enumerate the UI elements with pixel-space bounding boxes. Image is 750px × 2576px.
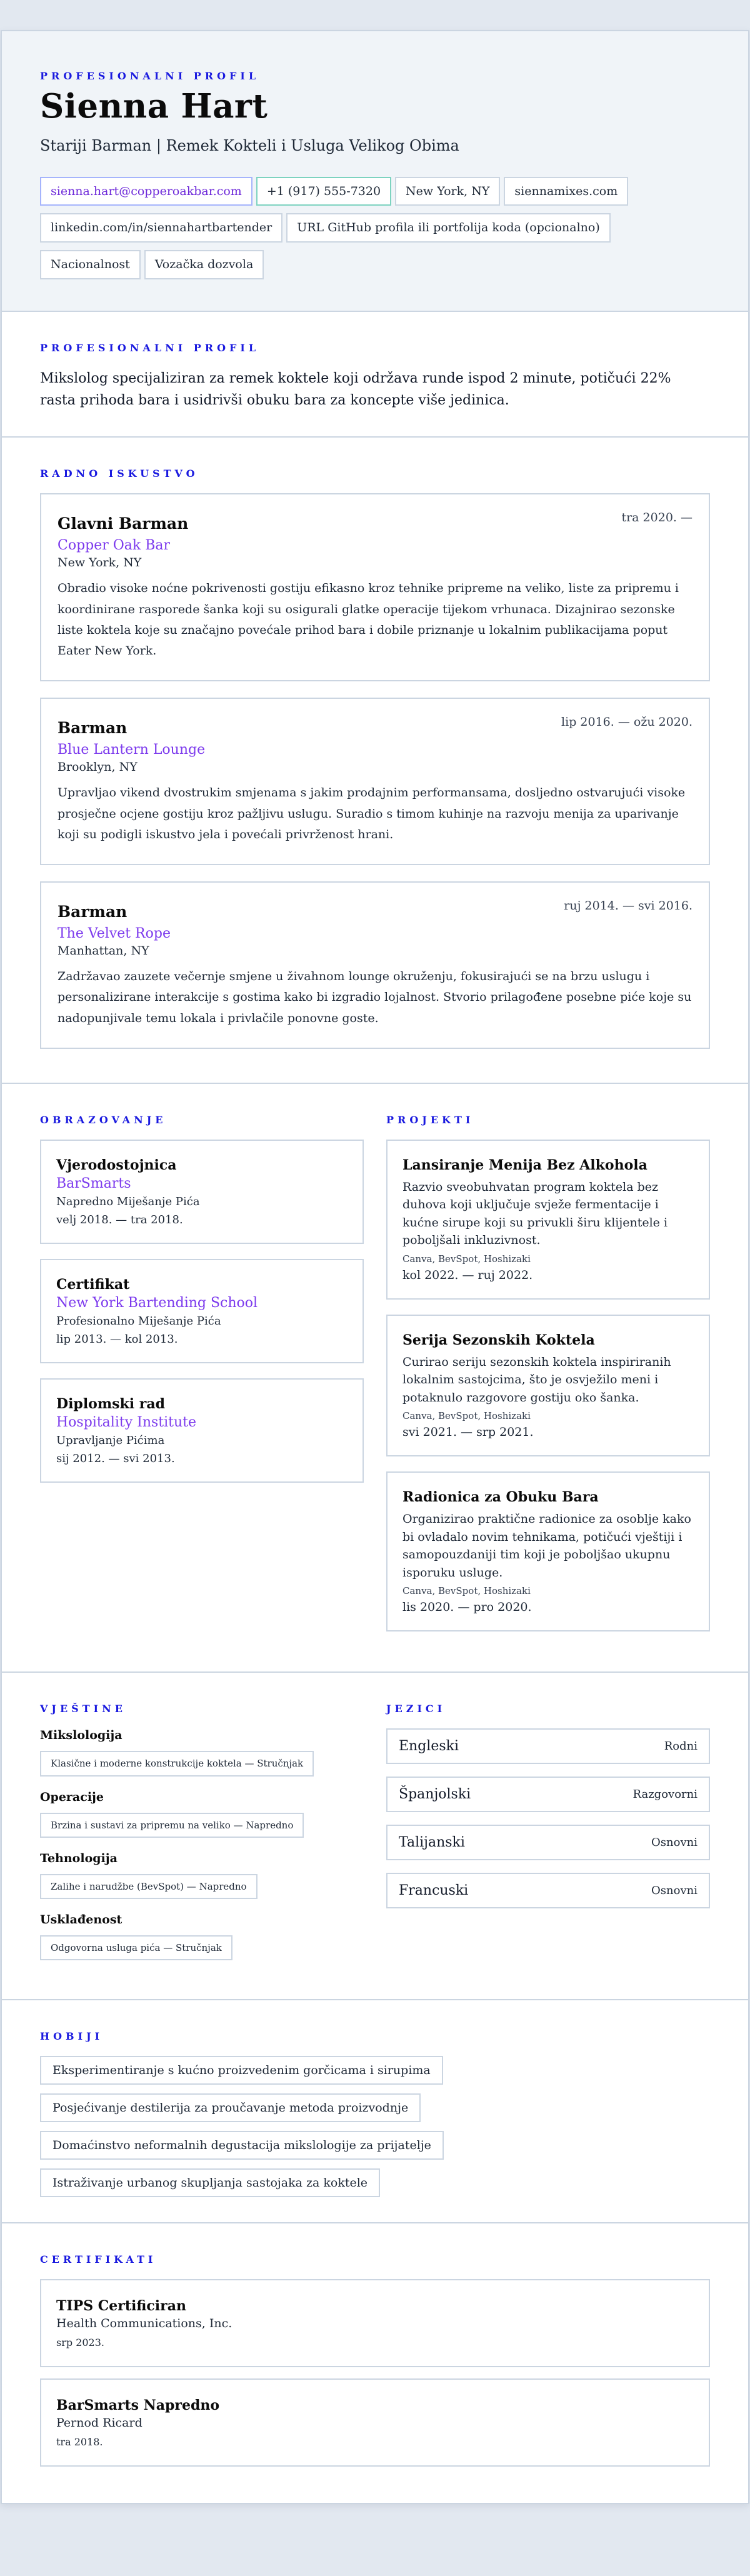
education-entry <box>40 1140 364 1244</box>
skill-chip: Klasične i moderne konstrukcije koktela — Stručnjak <box>40 1751 314 1776</box>
job-role: Barman <box>58 903 128 921</box>
skill-group <box>40 1913 364 1960</box>
language-level: Razgovorni <box>632 1788 698 1802</box>
job-company: Copper Oak Bar <box>58 538 171 554</box>
education-school: BarSmarts <box>56 1175 131 1191</box>
experience-section <box>2 438 748 1084</box>
project-name: Radionica za Obuku Bara <box>402 1489 599 1506</box>
certificates-section <box>2 2223 748 2503</box>
skill-category: Tehnologija <box>40 1851 118 1865</box>
education-degree: Diplomski rad <box>56 1395 166 1412</box>
candidate-headline: Stariji Barman | Remek Kokteli i Usluga Velikog Obima <box>40 136 459 154</box>
license-chip: Vozačka dozvola <box>144 250 264 279</box>
education-entry <box>40 1378 364 1483</box>
certificates-title: CERTIFIKATI <box>40 2253 157 2266</box>
project-description: Curirao seriju sezonskih koktela inspiriranih lokalnim sastojcima, što je osvježilo meni i potaknulo razgovore gostiju oko šanka. <box>402 1355 671 1405</box>
skills-title: VJEŠTINE <box>40 1703 126 1715</box>
job-entry <box>40 698 710 865</box>
language-name: Engleski <box>399 1738 459 1755</box>
certificate-issuer: Pernod Ricard <box>56 2416 142 2430</box>
website-chip[interactable]: siennamixes.com <box>504 177 628 206</box>
project-tools: Canva, BevSpot, Hoshizaki <box>402 1585 531 1597</box>
hobbies-title: HOBIJI <box>40 2030 104 2043</box>
job-location: Brooklyn, NY <box>58 760 138 774</box>
education-entry <box>40 1259 364 1363</box>
skills-languages-section <box>2 1673 748 2000</box>
job-location: Manhattan, NY <box>58 944 149 958</box>
projects-column <box>386 1114 710 1647</box>
skill-chip: Brzina i sustavi za pripremu na veliko — Napredno <box>40 1813 304 1838</box>
job-dates: tra 2020. — <box>621 511 692 525</box>
linkedin-chip[interactable]: linkedin.com/in/siennahartbartender <box>40 213 282 243</box>
project-entry <box>386 1471 710 1631</box>
language-name: Talijanski <box>399 1835 465 1851</box>
education-dates: lip 2013. — kol 2013. <box>56 1332 178 1346</box>
project-dates: svi 2021. — srp 2021. <box>402 1425 534 1440</box>
certificate-date: tra 2018. <box>56 2436 103 2448</box>
education-field: Upravljanje Pićima <box>56 1433 165 1447</box>
hobby-chip: Posjećivanje destilerija za proučavanje metoda proizvodnje <box>40 2093 421 2122</box>
skill-category: Operacije <box>40 1790 104 1804</box>
location-chip: New York, NY <box>395 177 500 206</box>
profile-section <box>2 312 748 438</box>
education-dates: sij 2012. — svi 2013. <box>56 1451 175 1465</box>
job-description: Obradio visoke noćne pokrivenosti gostiju efikasno kroz tehnike pripreme na veliko, liste za pripremu i koordinirane rasporede šanka koji su osigurali glatke operacije tijekom vrhunaca. Dizajnirao sezonske liste koktela koje su značajno povećale prihod bara i dobile priznanje u lokalnim publikacijama poput Eater New York. <box>58 581 679 658</box>
project-dates: kol 2022. — ruj 2022. <box>402 1268 533 1282</box>
job-entry <box>40 493 710 681</box>
project-entry <box>386 1140 710 1300</box>
hobby-chip: Istraživanje urbanog skupljanja sastojaka za koktele <box>40 2168 380 2197</box>
job-role: Barman <box>58 719 128 738</box>
job-dates: ruj 2014. — svi 2016. <box>564 899 692 913</box>
education-dates: velj 2018. — tra 2018. <box>56 1213 183 1226</box>
skill-group <box>40 1852 364 1899</box>
education-degree: Vjerodostojnica <box>56 1156 177 1173</box>
certificate-name: TIPS Certificiran <box>56 2298 186 2315</box>
profile-summary: Mikslolog specijaliziran za remek koktele koji održava runde ispod 2 minute, potičući 22% rasta prihoda bara i usidrivši obuku bara za koncepte više jedinica. <box>40 371 671 409</box>
education-school: Hospitality Institute <box>56 1414 197 1430</box>
projects-title: PROJEKTI <box>386 1113 474 1126</box>
github-chip[interactable]: URL GitHub profila ili portfolija koda (opcionalno) <box>286 213 611 243</box>
education-field: Profesionalno Miješanje Pića <box>56 1314 221 1328</box>
project-description: Razvio sveobuhvatan program koktela bez duhova koji uključuje svježe fermentacije i kućne sirupe koji su privukli širu klijentele i poboljšali inkluzivnost. <box>402 1180 668 1248</box>
profile-title: PROFESIONALNI PROFIL <box>40 342 260 354</box>
hobbies-section <box>2 2000 748 2223</box>
experience-title: RADNO ISKUSTVO <box>40 468 199 480</box>
languages-title: JEZICI <box>386 1703 446 1715</box>
job-company: The Velvet Rope <box>58 926 171 942</box>
language-level: Osnovni <box>651 1836 698 1850</box>
resume-page <box>1 30 749 2504</box>
header-eyebrow: PROFESIONALNI PROFIL <box>40 70 260 82</box>
language-item <box>386 1873 710 1908</box>
hobby-chip: Eksperimentiranje s kućno proizvedenim gorčicama i sirupima <box>40 2056 443 2085</box>
education-degree: Certifikat <box>56 1276 130 1293</box>
certificate-name: BarSmarts Napredno <box>56 2397 220 2414</box>
project-tools: Canva, BevSpot, Hoshizaki <box>402 1410 531 1422</box>
skill-category: Mikslologija <box>40 1728 122 1743</box>
education-field: Napredno Miješanje Pića <box>56 1195 200 1208</box>
certificate-date: srp 2023. <box>56 2337 104 2349</box>
education-title: OBRAZOVANJE <box>40 1113 167 1126</box>
education-projects-section <box>2 1084 748 1673</box>
job-description: Zadržavao zauzete večernje smjene u živahnom lounge okruženju, fokusirajući se na brzu uslugu i personalizirane interakcije s gostima kako bi izgradio lojalnost. Stvorio prilagođene posebne piće koje su nadopunjivale temu lokala i privlačile ponovne goste. <box>58 970 692 1025</box>
education-column <box>40 1114 364 1647</box>
job-company: Blue Lantern Lounge <box>58 742 206 758</box>
skill-group <box>40 1728 364 1776</box>
language-name: Španjolski <box>399 1787 471 1803</box>
phone-chip[interactable]: +1 (917) 555-7320 <box>256 177 391 206</box>
language-item <box>386 1825 710 1860</box>
project-description: Organizirao praktične radionice za osoblje kako bi ovladalo novim tehnikama, potičući vještiji i samopouzdaniji tim koji je poboljšao ukupnu isporuku usluge. <box>402 1512 691 1580</box>
job-dates: lip 2016. — ožu 2020. <box>561 715 692 729</box>
candidate-name: Sienna Hart <box>40 87 268 126</box>
language-level: Osnovni <box>651 1884 698 1898</box>
certificate-entry <box>40 2279 710 2367</box>
hobby-chip: Domaćinstvo neformalnih degustacija mikslologije za prijatelje <box>40 2131 444 2160</box>
language-item <box>386 1728 710 1764</box>
project-dates: lis 2020. — pro 2020. <box>402 1600 532 1615</box>
job-entry <box>40 881 710 1049</box>
job-description: Upravljao vikend dvostrukim smjenama s jakim prodajnim performansama, dosljedno ostvarujući visoke prosječne ocjene gostiju kroz pažljivu uslugu. Suradio s timom kuhinje na razvoju menija za uparivanje koji su podigli iskustvo jela i povećali privrženost hrani. <box>58 786 686 841</box>
nationality-chip: Nacionalnost <box>40 250 141 279</box>
skill-group <box>40 1790 364 1838</box>
certificate-issuer: Health Communications, Inc. <box>56 2317 232 2331</box>
languages-column <box>386 1703 710 1974</box>
skill-chip: Zalihe i narudžbe (BevSpot) — Napredno <box>40 1874 258 1899</box>
certificate-entry <box>40 2378 710 2467</box>
job-location: New York, NY <box>58 556 142 570</box>
project-entry <box>386 1315 710 1457</box>
contact-chips <box>40 177 710 279</box>
project-name: Lansiranje Menija Bez Alkohola <box>402 1156 648 1173</box>
language-item <box>386 1777 710 1812</box>
email-chip[interactable]: sienna.hart@copperoakbar.com <box>40 177 252 206</box>
education-school: New York Bartending School <box>56 1295 258 1311</box>
skills-column <box>40 1703 364 1974</box>
skill-category: Usklađenost <box>40 1913 122 1927</box>
project-tools: Canva, BevSpot, Hoshizaki <box>402 1253 531 1265</box>
skill-chip: Odgovorna usluga pića — Stručnjak <box>40 1935 232 1960</box>
language-level: Rodni <box>664 1740 698 1753</box>
project-name: Serija Sezonskih Koktela <box>402 1331 595 1348</box>
resume-header <box>2 31 748 312</box>
hobby-list <box>40 2056 710 2197</box>
language-name: Francuski <box>399 1883 469 1899</box>
job-role: Glavni Barman <box>58 514 189 533</box>
